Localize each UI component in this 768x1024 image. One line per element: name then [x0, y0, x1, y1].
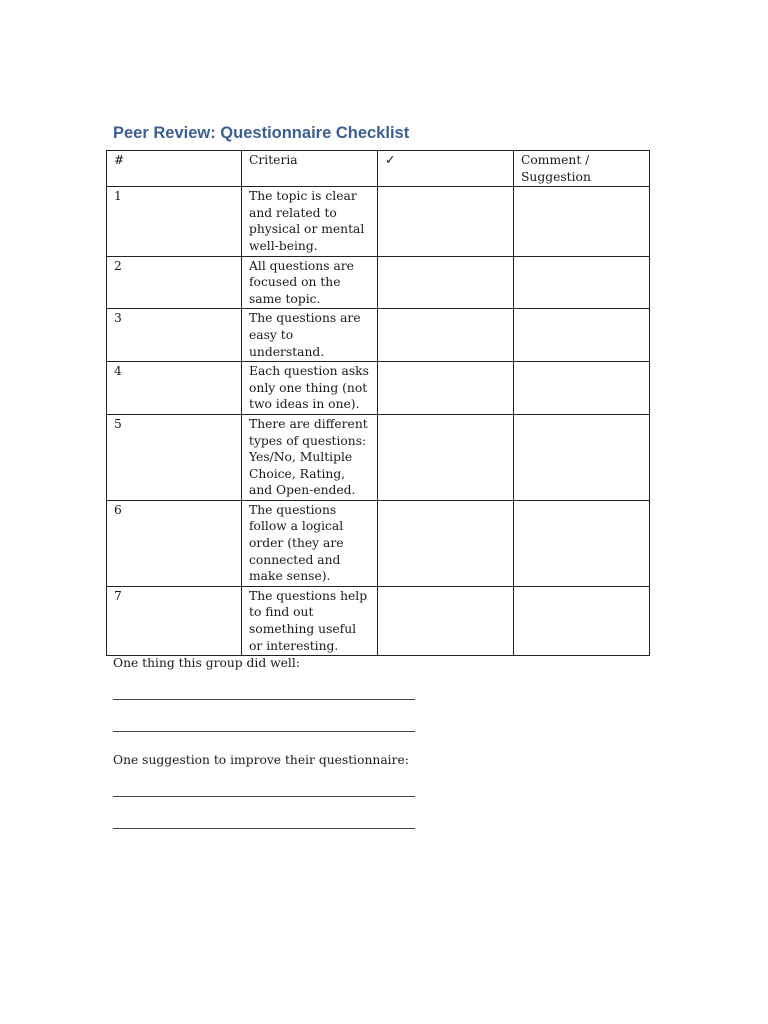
row-comment-cell[interactable] [514, 256, 650, 309]
row-number: 6 [107, 500, 242, 586]
row-criteria: The questions help to find out something useful or interesting. [242, 586, 378, 655]
did-well-answer-line-2[interactable] [113, 731, 415, 732]
did-well-prompt-block [113, 655, 300, 671]
row-check-cell[interactable] [378, 187, 514, 256]
row-number: 4 [107, 362, 242, 415]
row-criteria: Each question asks only one thing (not two ideas in one). [242, 362, 378, 415]
header-number: # [107, 151, 242, 187]
row-comment-cell[interactable] [514, 500, 650, 586]
row-comment-cell[interactable] [514, 309, 650, 362]
row-comment-cell[interactable] [514, 586, 650, 655]
row-check-cell[interactable] [378, 362, 514, 415]
row-criteria: All questions are focused on the same topic. [242, 256, 378, 309]
suggestion-prompt: One suggestion to improve their questionnaire: [113, 753, 409, 767]
row-comment-cell[interactable] [514, 362, 650, 415]
row-comment-cell[interactable] [514, 187, 650, 256]
table-header-row [107, 151, 650, 187]
row-number: 3 [107, 309, 242, 362]
row-check-cell[interactable] [378, 586, 514, 655]
row-criteria: The questions are easy to understand. [242, 309, 378, 362]
row-criteria: The topic is clear and related to physical or mental well-being. [242, 187, 378, 256]
checklist-table [106, 150, 650, 656]
row-criteria: There are different types of questions: Yes/No, Multiple Choice, Rating, and Open-ended. [242, 414, 378, 500]
did-well-answer-line-1[interactable] [113, 699, 415, 700]
page-title: Peer Review: Questionnaire Checklist [113, 124, 410, 142]
did-well-prompt: One thing this group did well: [113, 656, 300, 670]
row-check-cell[interactable] [378, 414, 514, 500]
suggestion-answer-line-1[interactable] [113, 796, 415, 797]
row-check-cell[interactable] [378, 500, 514, 586]
row-number: 2 [107, 256, 242, 309]
table-row [107, 256, 650, 309]
table-row [107, 586, 650, 655]
table-row [107, 309, 650, 362]
table-row [107, 362, 650, 415]
suggestion-prompt-block [113, 752, 409, 768]
header-check: ✓ [378, 151, 514, 187]
table-row [107, 187, 650, 256]
suggestion-answer-line-2[interactable] [113, 828, 415, 829]
row-number: 7 [107, 586, 242, 655]
row-number: 1 [107, 187, 242, 256]
row-check-cell[interactable] [378, 256, 514, 309]
table-row [107, 500, 650, 586]
row-comment-cell[interactable] [514, 414, 650, 500]
header-criteria: Criteria [242, 151, 378, 187]
table-row [107, 414, 650, 500]
header-comment: Comment / Suggestion [514, 151, 650, 187]
row-number: 5 [107, 414, 242, 500]
row-criteria: The questions follow a logical order (they are connected and make sense). [242, 500, 378, 586]
row-check-cell[interactable] [378, 309, 514, 362]
